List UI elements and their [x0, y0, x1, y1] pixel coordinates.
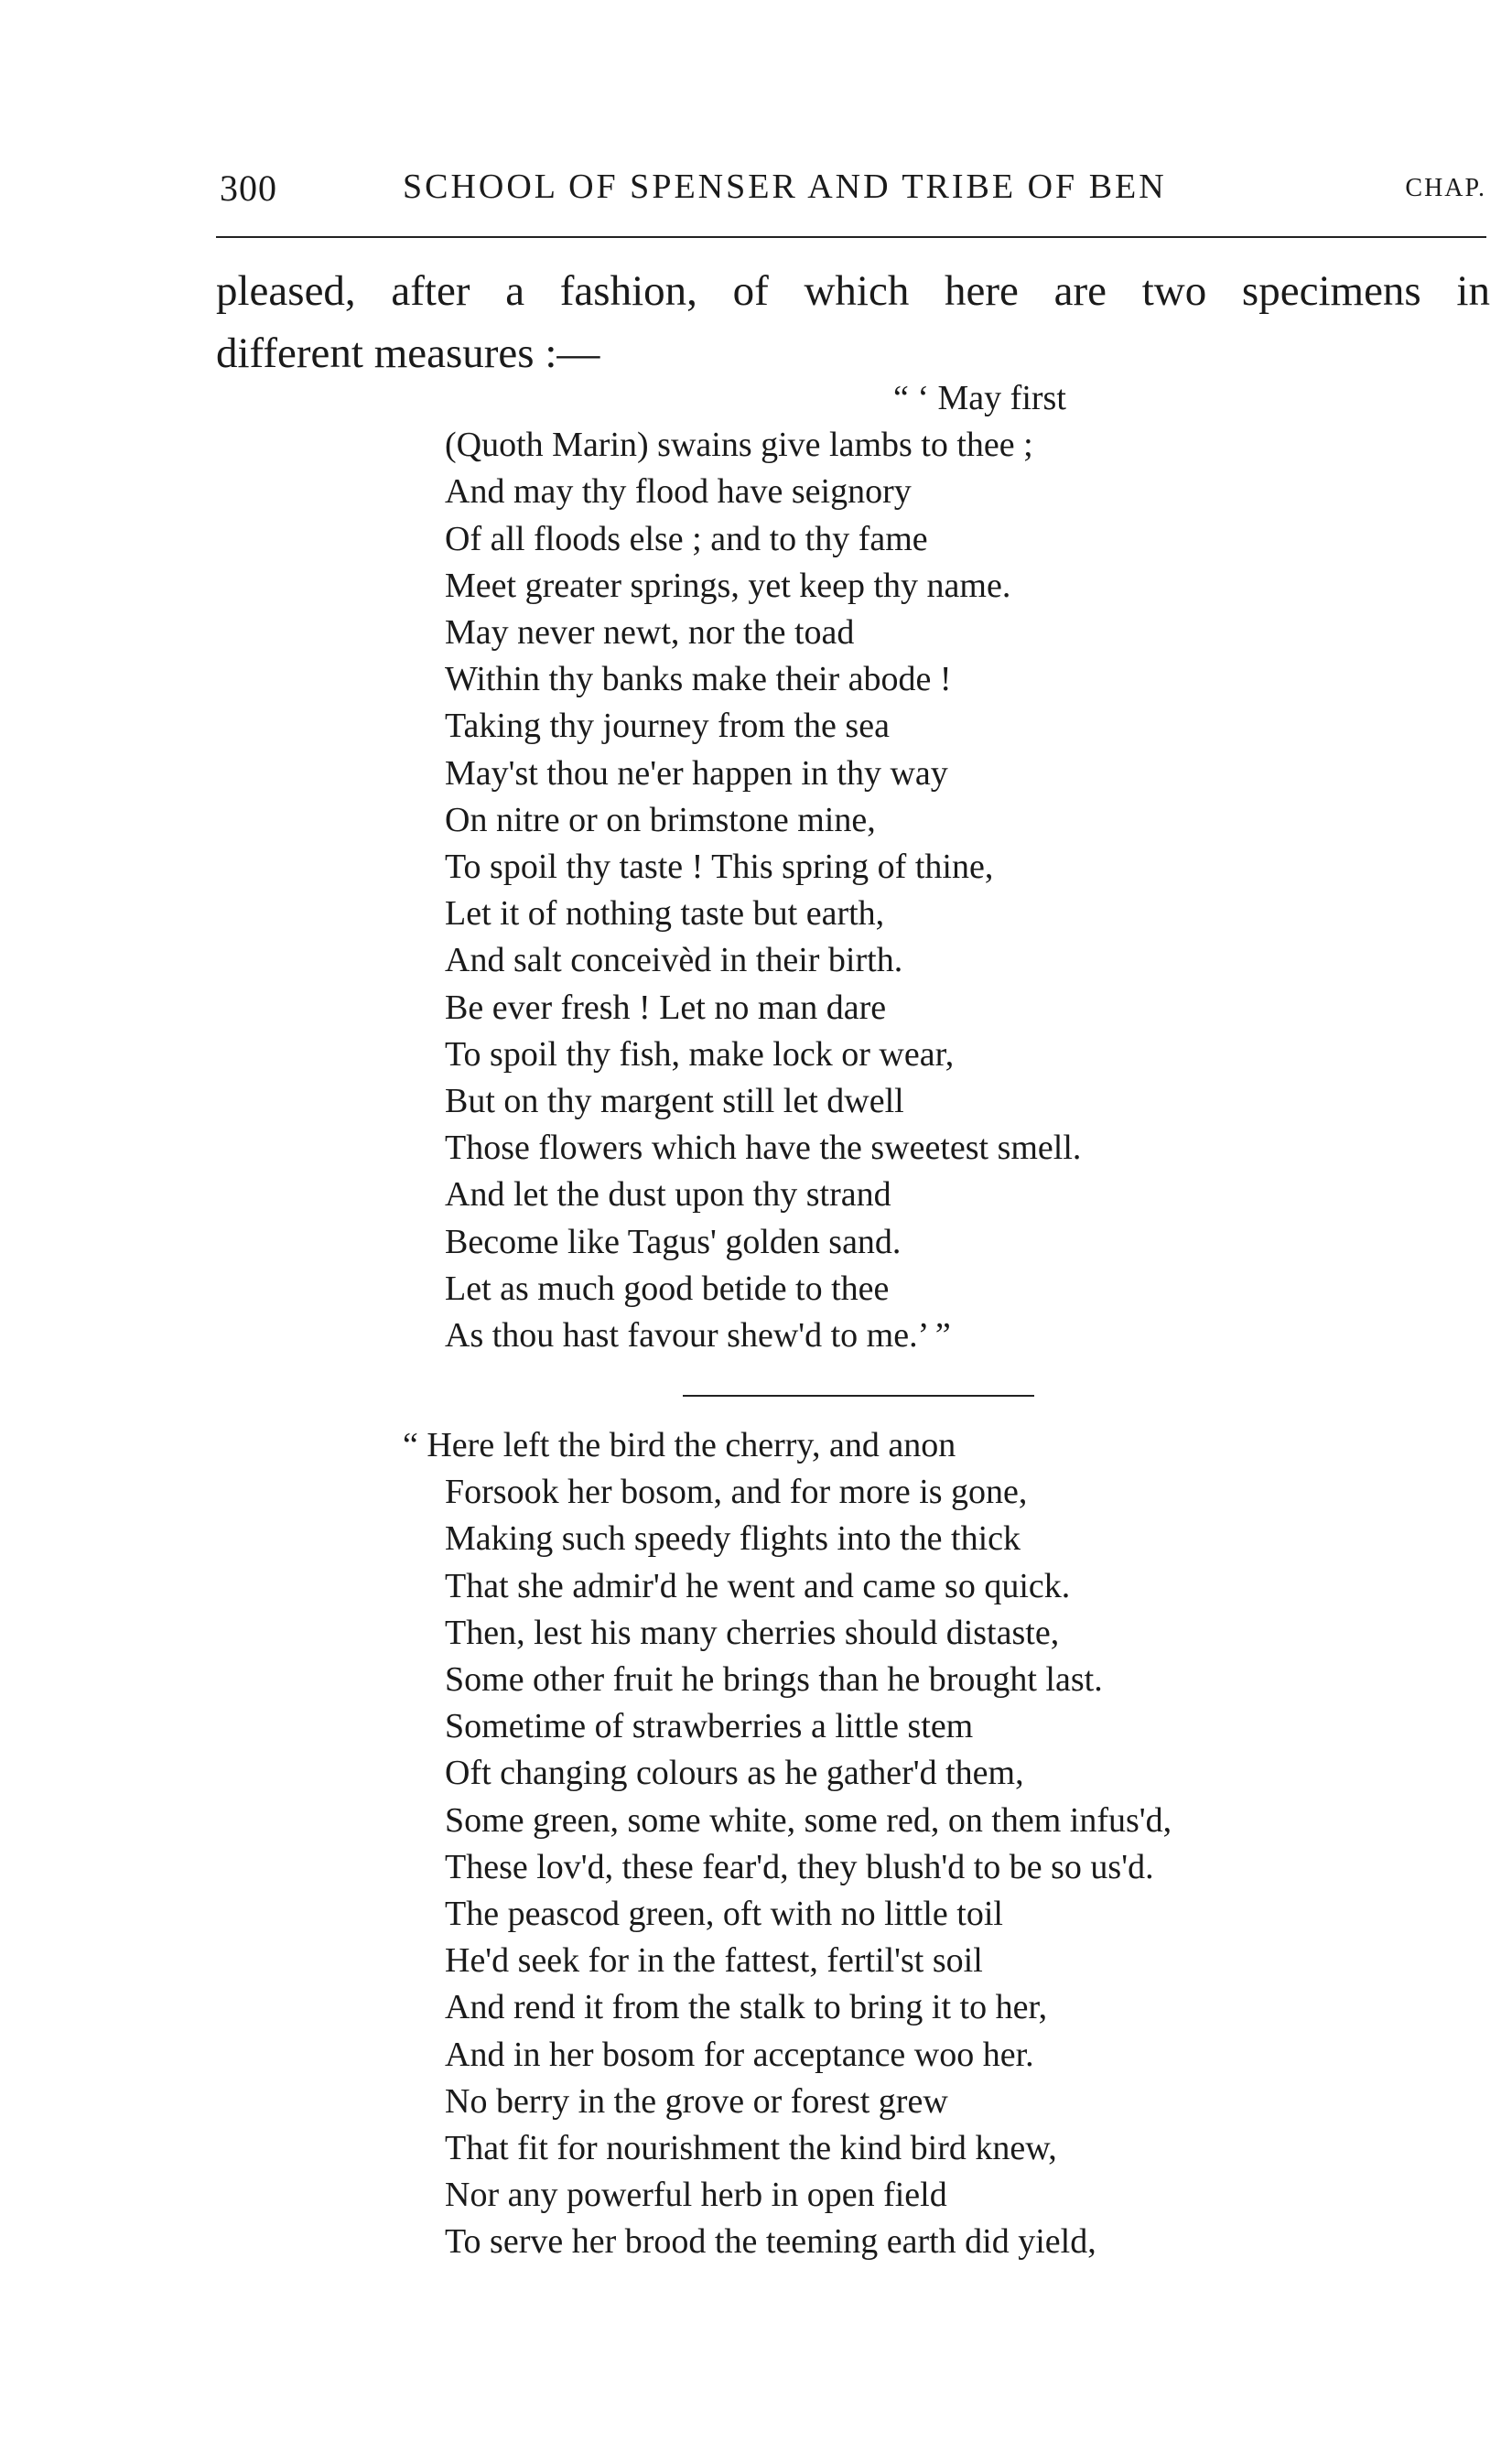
poem-line: He'd seek for in the fattest, fertil'st soil — [445, 1941, 983, 1981]
poem-line: That she admir'd he went and came so quick. — [445, 1566, 1071, 1605]
poem-line: And in her bosom for acceptance woo her. — [445, 2035, 1034, 2074]
running-head — [212, 161, 1486, 212]
intro-line: different measures :— — [216, 329, 600, 377]
poem-line: “ Here left the bird the cherry, and anon — [403, 1426, 956, 1464]
poem-line: These lov'd, these fear'd, they blush'd to be so us'd. — [445, 1847, 1154, 1886]
poem-line: Some other fruit he brings than he brought last. — [445, 1660, 1103, 1700]
poem-line: Then, lest his many cherries should distaste, — [445, 1613, 1060, 1652]
section-divider — [683, 1395, 1034, 1397]
poem-line: And may thy flood have seignory — [445, 472, 912, 512]
poem-line: Nor any powerful herb in open field — [445, 2176, 947, 2215]
intro-paragraph — [216, 260, 1490, 384]
poem-line: Forsook her bosom, and for more is gone, — [445, 1473, 1028, 1512]
page-number: 300 — [220, 167, 277, 209]
chapter-label: CHAP. — [1405, 174, 1486, 202]
poem-line: But on thy margent still let dwell — [445, 1082, 904, 1121]
poem-line: To serve her brood the teeming earth did yield, — [445, 2222, 1096, 2262]
poem-line: Be ever fresh ! Let no man dare — [445, 988, 887, 1027]
poem-line: To spoil thy taste ! This spring of thine, — [445, 848, 994, 887]
poem-line: Taking thy journey from the sea — [445, 707, 890, 746]
poem-line: Sometime of strawberries a little stem — [445, 1707, 974, 1746]
header-rule — [216, 236, 1486, 238]
poem-line: Some green, some white, some red, on them infus'd, — [445, 1800, 1172, 1840]
poem-line: And salt conceivèd in their birth. — [445, 941, 903, 980]
poem-line: “ ‘ May first — [893, 379, 1066, 417]
running-title: SCHOOL OF SPENSER AND TRIBE OF BEN — [403, 167, 1167, 206]
poem-line: Making such speedy flights into the thick — [445, 1519, 1021, 1559]
poem-line: On nitre or on brimstone mine, — [445, 800, 876, 839]
intro-line: pleased, after a fashion, of which here are two specimens in — [216, 267, 1490, 315]
poem-line: Let as much good betide to thee — [445, 1269, 890, 1308]
poem-line: Within thy banks make their abode ! — [445, 660, 952, 699]
poem-second-specimen — [403, 1422, 1172, 2266]
poem-line: May never newt, nor the toad — [445, 613, 855, 653]
poem-line: As thou hast favour shew'd to me.’ ” — [445, 1316, 951, 1356]
poem-line: Of all floods else ; and to thy fame — [445, 519, 928, 558]
poem-line: Become like Tagus' golden sand. — [445, 1222, 902, 1261]
poem-line: Those flowers which have the sweetest smell. — [445, 1129, 1082, 1168]
poem-line: That fit for nourishment the kind bird knew, — [445, 2129, 1057, 2168]
poem-line: To spoil thy fish, make lock or wear, — [445, 1034, 955, 1074]
poem-line: And rend it from the stalk to bring it to her, — [445, 1988, 1048, 2027]
poem-line: And let the dust upon thy strand — [445, 1175, 891, 1215]
poem-line: May'st thou ne'er happen in thy way — [445, 753, 948, 793]
poem-line: Meet greater springs, yet keep thy name. — [445, 566, 1011, 605]
poem-line: The peascod green, oft with no little toil — [445, 1895, 1003, 1934]
poem-line: No berry in the grove or forest grew — [445, 2081, 948, 2121]
poem-line: Oft changing colours as he gather'd them, — [445, 1754, 1024, 1793]
poem-first-specimen — [445, 375, 1081, 1359]
poem-line: (Quoth Marin) swains give lambs to thee ; — [445, 426, 1033, 465]
poem-line: Let it of nothing taste but earth, — [445, 894, 885, 934]
